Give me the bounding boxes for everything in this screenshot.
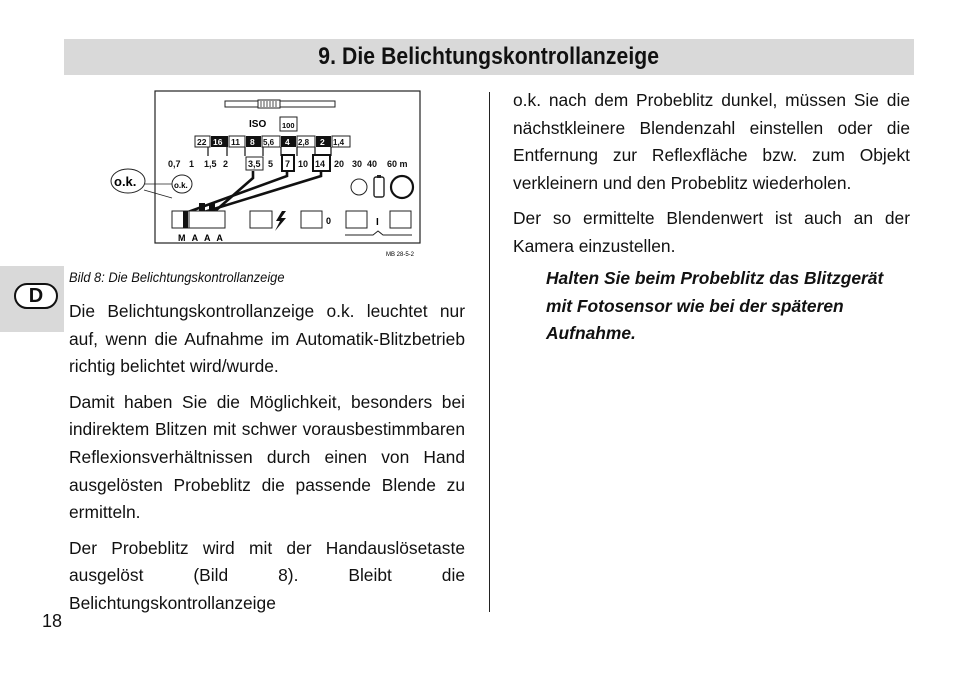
title-bar (64, 39, 914, 75)
mode-button-a (189, 211, 225, 228)
distance-30: 30 (352, 159, 363, 169)
distance-1: 1 (189, 159, 195, 169)
aperture-16: 16 (213, 137, 223, 147)
paragraph: o.k. nach dem Probeblitz dunkel, müssen Sie die nächstkleinere Blendenzahl einstellen oder die Entfernung zur Reflexfläche bzw. zum Objekt verkleinern und den Probeblitz wiederholen. (513, 90, 910, 193)
page-title: 9. Die Belichtungskontrollanzeige (318, 43, 660, 70)
aperture-8: 8 (250, 137, 255, 147)
distance-5: 5 (268, 159, 274, 169)
aperture-1-4: 1,4 (333, 138, 345, 147)
distance-10: 10 (298, 159, 309, 169)
aperture-11: 11 (231, 137, 240, 147)
reference-code: MB 28-5-2 (386, 252, 415, 258)
distance-60m: 60 m (387, 159, 408, 169)
distance-40: 40 (367, 159, 378, 169)
ok-label-small: o.k. (174, 181, 188, 190)
bracket-label: I (376, 217, 379, 228)
aperture-4: 4 (285, 137, 290, 147)
ok-label-large: o.k. (114, 174, 137, 189)
paragraph: Der so ermittelte Blendenwert ist auch an der Kamera einzustellen. (513, 208, 910, 256)
manual-button (346, 211, 367, 228)
aperture-scale (195, 136, 350, 147)
emphasis-note: Halten Sie beim Probeblitz das Blitzgerät mit Fotosensor wie bei der späteren Aufnahme. (546, 268, 884, 344)
column-divider (489, 92, 490, 612)
distance-1-5: 1,5 (204, 159, 217, 169)
distance-2: 2 (223, 159, 229, 169)
paragraph: Damit haben Sie die Möglichkeit, besonders bei indirektem Blitzen mit schwer vorausbestimmbaren Reflexionsverhältnissen durch einen von Hand ausgelösten Probeblitz die passende Blende zu ermitteln. (69, 391, 465, 523)
mode-labels: M A A A (178, 233, 225, 243)
distance-20: 20 (334, 159, 345, 169)
distance-14: 14 (315, 159, 326, 169)
left-column (69, 298, 465, 626)
aperture-2-8: 2,8 (298, 138, 310, 147)
small-round-button (351, 179, 367, 195)
paragraph: Die Belichtungskontrollanzeige o.k. leuchtet nur auf, wenn die Aufnahme im Automatik-Blitzbetrieb richtig belichtet wird/wurde. (69, 301, 465, 377)
aperture-5-6: 5,6 (263, 138, 275, 147)
language-tab (0, 266, 64, 332)
battery-icon (374, 177, 384, 197)
zero-label: 0 (326, 216, 332, 226)
control-panel-diagram (108, 90, 428, 262)
distance-0-7: 0,7 (168, 159, 181, 169)
test-button (390, 211, 411, 228)
iso-value: 100 (282, 121, 295, 130)
figure-caption: Bild 8: Die Belichtungskontrollanzeige (69, 269, 285, 285)
aperture-2: 2 (320, 137, 325, 147)
zero-button (301, 211, 322, 228)
aperture-22: 22 (197, 137, 207, 147)
page-number: 18 (42, 611, 63, 631)
language-tab-label: D (14, 283, 58, 309)
distance-3-5: 3,5 (248, 159, 261, 169)
large-round-button (391, 176, 413, 198)
flash-button (250, 211, 272, 228)
paragraph: Der Probeblitz wird mit der Handauslösetaste ausgelöst (Bild 8). Bleibt die Belichtungskontrollanzeige (69, 537, 465, 613)
distance-7: 7 (285, 159, 291, 169)
right-column (513, 87, 910, 269)
iso-label: ISO (249, 119, 267, 130)
